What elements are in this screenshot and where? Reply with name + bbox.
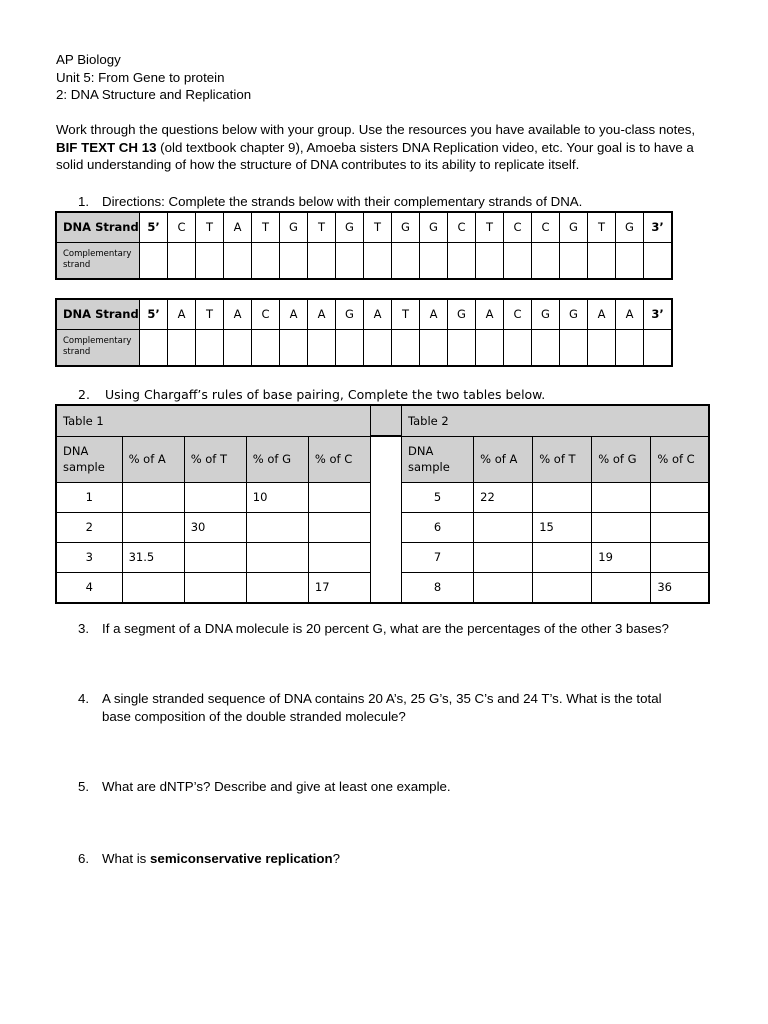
answer-cell[interactable] bbox=[140, 242, 168, 279]
question-text: Using Chargaff’s rules of base pairing, Complete the two tables below. bbox=[105, 387, 546, 402]
base-cell: T bbox=[364, 212, 392, 242]
percent-cell[interactable] bbox=[592, 572, 651, 603]
question-5 bbox=[78, 778, 451, 796]
base-cell: A bbox=[588, 299, 616, 329]
question-text-end: ? bbox=[332, 851, 340, 866]
strand-table-1 bbox=[55, 211, 673, 280]
percent-cell[interactable] bbox=[122, 512, 184, 542]
answer-cell[interactable] bbox=[280, 329, 308, 366]
base-cell: G bbox=[420, 212, 448, 242]
answer-cell[interactable] bbox=[616, 242, 644, 279]
answer-cell[interactable] bbox=[420, 242, 448, 279]
base-cell: T bbox=[476, 212, 504, 242]
base-cell: A bbox=[616, 299, 644, 329]
percent-cell[interactable]: 10 bbox=[246, 482, 308, 512]
percent-cell[interactable] bbox=[184, 482, 246, 512]
answer-cell[interactable] bbox=[280, 242, 308, 279]
answer-cell[interactable] bbox=[168, 242, 196, 279]
dna-strand-row bbox=[56, 299, 672, 329]
answer-cell[interactable] bbox=[364, 329, 392, 366]
percent-cell[interactable] bbox=[474, 542, 533, 572]
five-prime-end: 5’ bbox=[140, 212, 168, 242]
percent-cell[interactable] bbox=[533, 482, 592, 512]
percent-cell[interactable] bbox=[246, 542, 308, 572]
base-cell: G bbox=[336, 299, 364, 329]
question-6 bbox=[78, 850, 340, 868]
chargaff-tables bbox=[55, 404, 710, 604]
base-cell: T bbox=[196, 299, 224, 329]
intro-text-1: Work through the questions below with your group. Use the resources you have available to you-class notes, bbox=[56, 122, 696, 137]
answer-cell[interactable] bbox=[532, 242, 560, 279]
base-cell: A bbox=[224, 299, 252, 329]
percent-cell[interactable]: 36 bbox=[651, 572, 709, 603]
base-cell: A bbox=[280, 299, 308, 329]
question-text-line: base composition of the double stranded molecule? bbox=[102, 708, 406, 724]
base-cell: C bbox=[448, 212, 476, 242]
percent-cell[interactable] bbox=[592, 512, 651, 542]
unit-title: Unit 5: From Gene to protein bbox=[56, 69, 225, 85]
table-title-row bbox=[56, 405, 709, 436]
percent-cell[interactable]: 17 bbox=[308, 572, 370, 603]
sample-number: 6 bbox=[402, 512, 474, 542]
column-header: % of C bbox=[308, 436, 370, 482]
intro-paragraph bbox=[56, 121, 716, 174]
answer-cell[interactable] bbox=[644, 242, 673, 279]
answer-cell[interactable] bbox=[392, 329, 420, 366]
question-number: 6. bbox=[78, 851, 90, 866]
question-text: Directions: Complete the strands below with their complementary strands of DNA. bbox=[102, 194, 583, 209]
strand-table-2 bbox=[55, 298, 673, 367]
answer-cell[interactable] bbox=[644, 329, 673, 366]
percent-cell[interactable] bbox=[246, 512, 308, 542]
column-header: % of G bbox=[246, 436, 308, 482]
base-cell: G bbox=[336, 212, 364, 242]
answer-cell[interactable] bbox=[448, 242, 476, 279]
three-prime-end: 3’ bbox=[644, 212, 673, 242]
complementary-strand-label: Complementary strand bbox=[56, 329, 140, 366]
table-separator bbox=[370, 405, 401, 436]
percent-cell[interactable] bbox=[122, 482, 184, 512]
percent-cell[interactable] bbox=[122, 572, 184, 603]
percent-cell[interactable]: 31.5 bbox=[122, 542, 184, 572]
answer-cell[interactable] bbox=[616, 329, 644, 366]
answer-cell[interactable] bbox=[168, 329, 196, 366]
percent-cell[interactable] bbox=[184, 542, 246, 572]
question-text bbox=[102, 850, 340, 868]
percent-cell[interactable] bbox=[592, 482, 651, 512]
question-3 bbox=[78, 620, 669, 638]
percent-cell[interactable] bbox=[308, 512, 370, 542]
table-2-title: Table 2 bbox=[402, 405, 709, 436]
question-text: What are dNTP’s? Describe and give at least one example. bbox=[102, 779, 451, 794]
percent-cell[interactable] bbox=[474, 572, 533, 603]
complementary-strand-label: Complementary strand bbox=[56, 242, 140, 279]
complementary-strand-row bbox=[56, 242, 672, 279]
table-header-row bbox=[56, 436, 709, 482]
complementary-strand-row bbox=[56, 329, 672, 366]
column-header: % of T bbox=[533, 436, 592, 482]
base-cell: C bbox=[504, 299, 532, 329]
base-cell: G bbox=[448, 299, 476, 329]
percent-cell[interactable] bbox=[246, 572, 308, 603]
three-prime-end: 3’ bbox=[644, 299, 673, 329]
question-1 bbox=[78, 193, 583, 211]
base-cell: G bbox=[560, 212, 588, 242]
column-header: % of A bbox=[474, 436, 533, 482]
question-bold-term: semiconservative replication bbox=[150, 851, 333, 866]
base-cell: G bbox=[616, 212, 644, 242]
percent-cell[interactable]: 19 bbox=[592, 542, 651, 572]
table-1-title: Table 1 bbox=[56, 405, 370, 436]
sample-number: 1 bbox=[56, 482, 122, 512]
answer-cell[interactable] bbox=[392, 242, 420, 279]
answer-cell[interactable] bbox=[224, 329, 252, 366]
percent-cell[interactable] bbox=[474, 512, 533, 542]
sample-number: 5 bbox=[402, 482, 474, 512]
course-title: AP Biology bbox=[56, 52, 121, 67]
answer-cell[interactable] bbox=[252, 329, 280, 366]
answer-cell[interactable] bbox=[336, 329, 364, 366]
sample-number: 8 bbox=[402, 572, 474, 603]
question-text-line: A single stranded sequence of DNA contains 20 A’s, 25 G’s, 35 C’s and 24 T’s. What is the total bbox=[102, 691, 662, 706]
question-number: 3. bbox=[78, 621, 90, 636]
question-number: 2. bbox=[78, 387, 90, 402]
question-number: 5. bbox=[78, 779, 90, 794]
answer-cell[interactable] bbox=[224, 242, 252, 279]
base-cell: A bbox=[476, 299, 504, 329]
answer-cell[interactable] bbox=[476, 242, 504, 279]
percent-cell[interactable]: 22 bbox=[474, 482, 533, 512]
answer-cell[interactable] bbox=[420, 329, 448, 366]
base-cell: T bbox=[308, 212, 336, 242]
lesson-title: 2: DNA Structure and Replication bbox=[56, 87, 252, 102]
question-number: 4. bbox=[78, 691, 90, 706]
base-cell: G bbox=[532, 299, 560, 329]
answer-cell[interactable] bbox=[196, 242, 224, 279]
answer-cell[interactable] bbox=[560, 242, 588, 279]
base-cell: T bbox=[196, 212, 224, 242]
base-cell: T bbox=[392, 299, 420, 329]
answer-cell[interactable] bbox=[140, 329, 168, 366]
percent-cell[interactable] bbox=[308, 482, 370, 512]
answer-cell[interactable] bbox=[308, 242, 336, 279]
answer-cell[interactable] bbox=[252, 242, 280, 279]
base-cell: C bbox=[532, 212, 560, 242]
base-cell: G bbox=[392, 212, 420, 242]
percent-cell[interactable]: 30 bbox=[184, 512, 246, 542]
column-header: % of T bbox=[184, 436, 246, 482]
answer-cell[interactable] bbox=[588, 242, 616, 279]
base-cell: C bbox=[252, 299, 280, 329]
sample-number: 7 bbox=[402, 542, 474, 572]
base-cell: T bbox=[252, 212, 280, 242]
percent-cell[interactable] bbox=[308, 542, 370, 572]
answer-cell[interactable] bbox=[196, 329, 224, 366]
base-cell: G bbox=[560, 299, 588, 329]
base-cell: G bbox=[280, 212, 308, 242]
question-2 bbox=[78, 386, 546, 404]
answer-cell[interactable] bbox=[308, 329, 336, 366]
answer-cell[interactable] bbox=[476, 329, 504, 366]
percent-cell[interactable] bbox=[533, 542, 592, 572]
answer-cell[interactable] bbox=[560, 329, 588, 366]
answer-cell[interactable] bbox=[532, 329, 560, 366]
question-text: If a segment of a DNA molecule is 20 percent G, what are the percentages of the other 3 bases? bbox=[102, 621, 669, 636]
sample-number: 2 bbox=[56, 512, 122, 542]
percent-cell[interactable] bbox=[651, 542, 709, 572]
column-header: % of A bbox=[122, 436, 184, 482]
percent-cell[interactable]: 15 bbox=[533, 512, 592, 542]
base-cell: A bbox=[308, 299, 336, 329]
question-text-start: What is bbox=[102, 851, 151, 866]
percent-cell[interactable] bbox=[184, 572, 246, 603]
answer-cell[interactable] bbox=[588, 329, 616, 366]
base-cell: C bbox=[504, 212, 532, 242]
header bbox=[56, 51, 251, 104]
percent-cell[interactable] bbox=[651, 512, 709, 542]
percent-cell[interactable] bbox=[533, 572, 592, 603]
base-cell: A bbox=[364, 299, 392, 329]
base-cell: A bbox=[420, 299, 448, 329]
column-header: DNA sample bbox=[56, 436, 122, 482]
base-cell: C bbox=[168, 212, 196, 242]
answer-cell[interactable] bbox=[504, 329, 532, 366]
base-cell: A bbox=[168, 299, 196, 329]
sample-number: 4 bbox=[56, 572, 122, 603]
intro-bold-text: BIF TEXT CH 13 bbox=[56, 139, 157, 155]
column-header: % of G bbox=[592, 436, 651, 482]
base-cell: T bbox=[588, 212, 616, 242]
answer-cell[interactable] bbox=[336, 242, 364, 279]
question-number: 1. bbox=[78, 194, 90, 209]
column-header: % of C bbox=[651, 436, 709, 482]
table-separator bbox=[370, 436, 401, 603]
percent-cell[interactable] bbox=[651, 482, 709, 512]
dna-strand-label: DNA Strand bbox=[56, 299, 140, 329]
sample-number: 3 bbox=[56, 542, 122, 572]
answer-cell[interactable] bbox=[504, 242, 532, 279]
base-cell: A bbox=[224, 212, 252, 242]
answer-cell[interactable] bbox=[448, 329, 476, 366]
question-text bbox=[102, 690, 662, 725]
column-header: DNA sample bbox=[402, 436, 474, 482]
question-4 bbox=[78, 690, 662, 724]
dna-strand-row bbox=[56, 212, 672, 242]
five-prime-end: 5’ bbox=[140, 299, 168, 329]
intro-text-2: (old textbook chapter 9), Amoeba sisters DNA Replication video, etc. Your goal is to have a solid understanding of how the structure of DNA contributes to its ability to replicate itself. bbox=[56, 139, 694, 172]
dna-strand-label: DNA Strand bbox=[56, 212, 140, 242]
answer-cell[interactable] bbox=[364, 242, 392, 279]
